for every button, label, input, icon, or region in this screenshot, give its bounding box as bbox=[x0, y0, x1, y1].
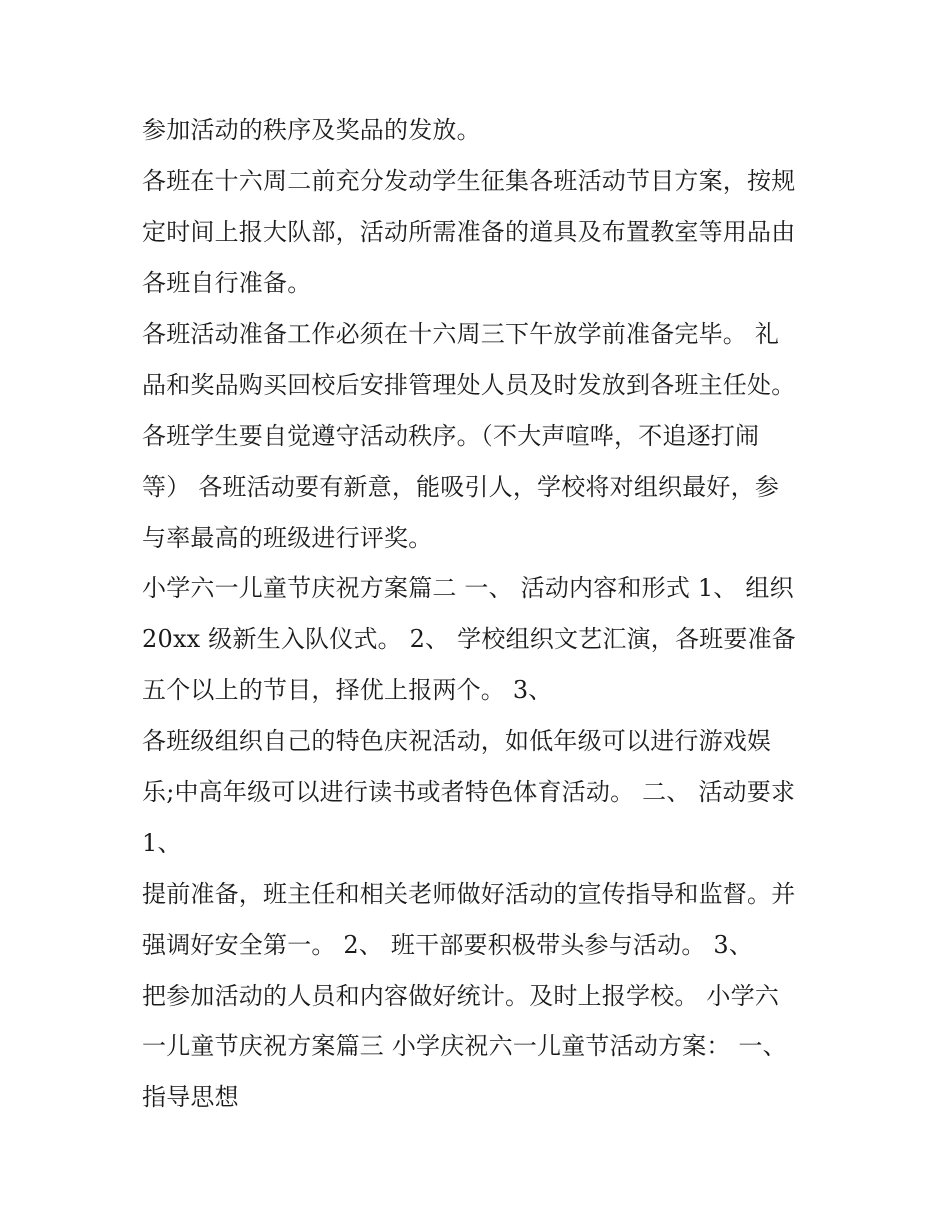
text-line: 参加活动的秩序及奖品的发放。 bbox=[142, 116, 481, 144]
text-line: 指导思想 bbox=[142, 1083, 239, 1111]
text-line: 提前准备，班主任和相关老师做好活动的宣传指导和监督。并 bbox=[142, 880, 796, 908]
text-line: 20xx 级新生入队仪式。 2、 学校组织文艺汇演，各班要准备 bbox=[142, 625, 796, 653]
text-line: 小学六一儿童节庆祝方案篇二 一、 活动内容和形式 1、 组织 bbox=[142, 574, 794, 602]
text-line: 等） 各班活动要有新意，能吸引人，学校将对组织最好，参 bbox=[142, 473, 780, 501]
text-line: 各班活动准备工作必须在十六周三下午放学前准备完毕。 礼 bbox=[142, 320, 780, 348]
text-line: 品和奖品购买回校后安排管理处人员及时发放到各班主任处。 bbox=[142, 371, 796, 399]
text-line: 各班级组织自己的特色庆祝活动，如低年级可以进行游戏娱 bbox=[142, 727, 772, 755]
text-line: 五个以上的节目，择优上报两个。 3、 bbox=[142, 676, 553, 704]
text-line: 一儿童节庆祝方案篇三 小学庆祝六一儿童节活动方案： 一、 bbox=[142, 1032, 787, 1060]
text-line: 乐;中高年级可以进行读书或者特色体育活动。 二、 活动要求 bbox=[142, 778, 796, 806]
text-line: 1、 bbox=[142, 829, 182, 857]
text-line: 各班自行准备。 bbox=[142, 269, 312, 297]
text-line: 各班在十六周二前充分发动学生征集各班活动节目方案，按规 bbox=[142, 167, 796, 195]
text-line: 强调好安全第一。 2、 班干部要积极带头参与活动。 3、 bbox=[142, 931, 754, 959]
text-line: 把参加活动的人员和内容做好统计。及时上报学校。 小学六 bbox=[142, 982, 780, 1010]
text-line: 定时间上报大队部，活动所需准备的道具及布置教室等用品由 bbox=[142, 218, 796, 246]
text-line: 与率最高的班级进行评奖。 bbox=[142, 524, 433, 552]
text-line: 各班学生要自觉遵守活动秩序。（不大声喧哗，不追逐打闹 bbox=[142, 422, 760, 450]
